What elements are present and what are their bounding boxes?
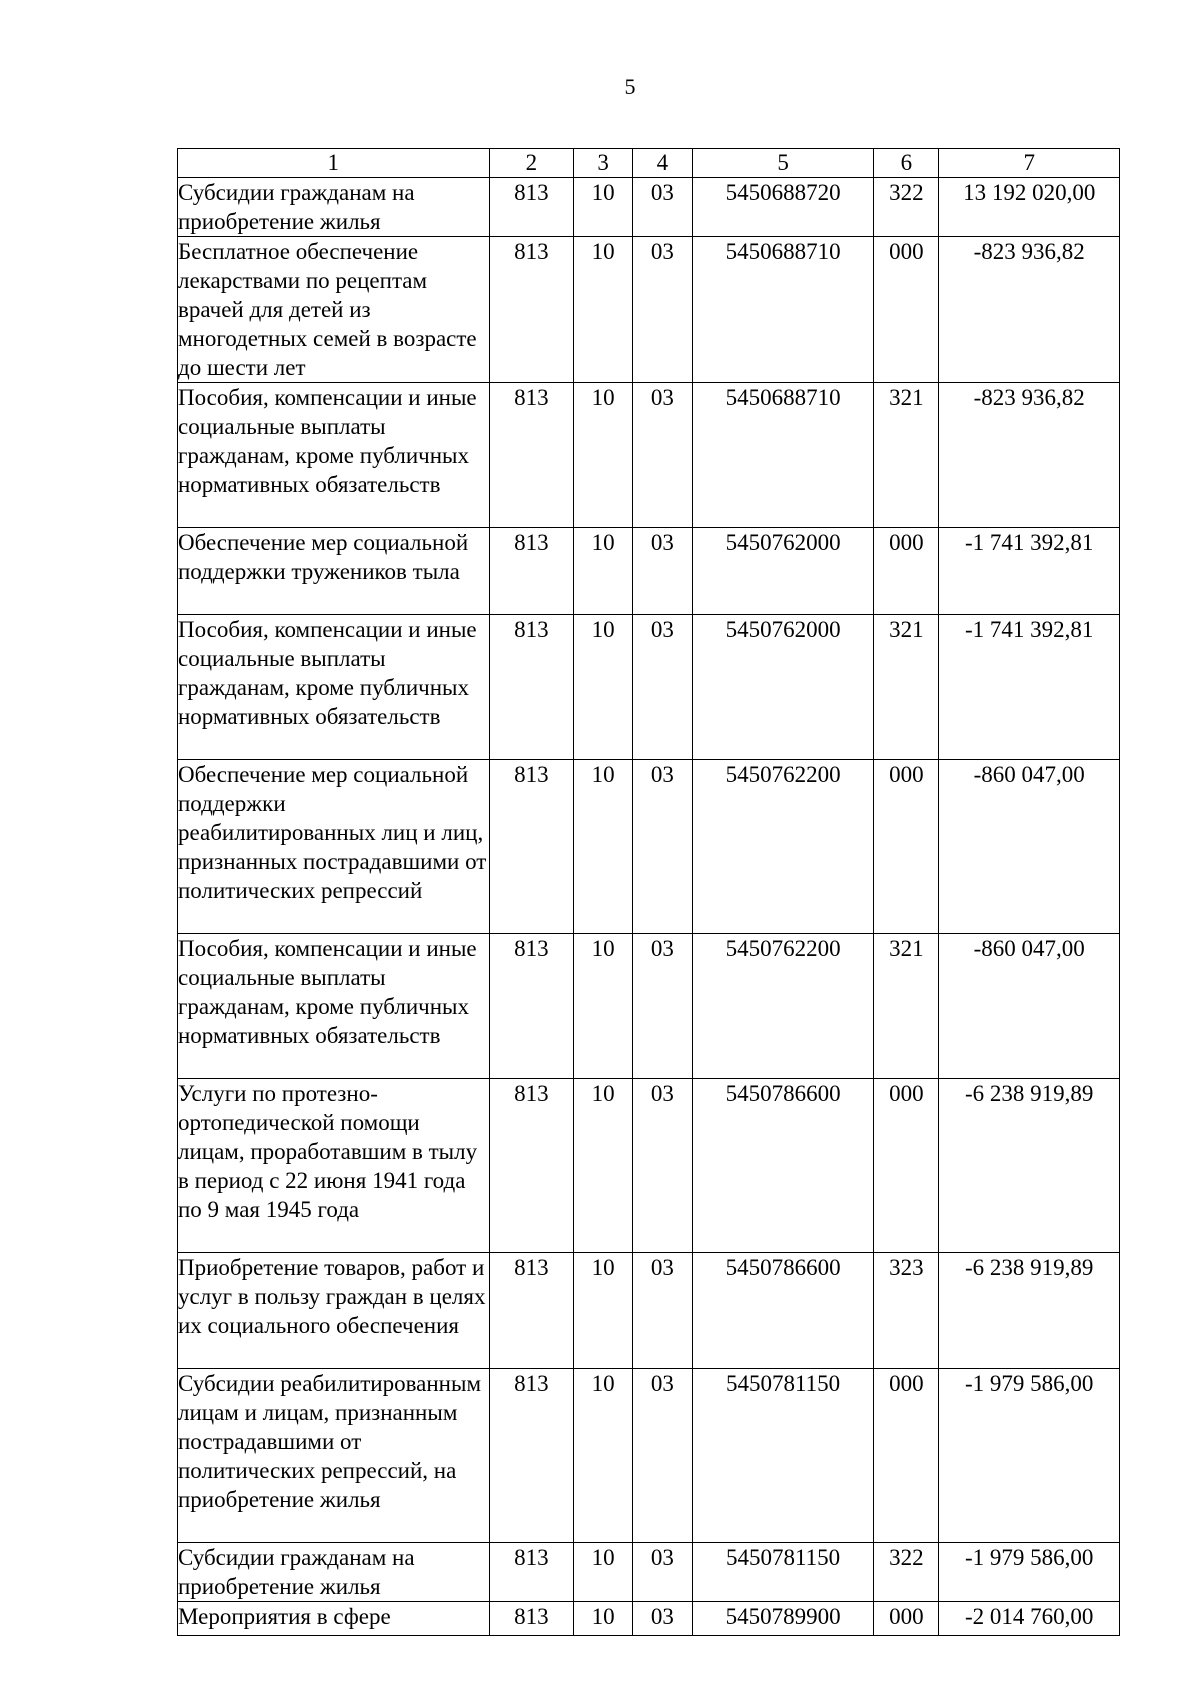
row-name: Обеспечение мер социальной поддержки реабилитированных лиц и лиц, признанных пострадавшими от политических репрессий <box>178 760 490 934</box>
row-amount: -2 014 760,00 <box>939 1602 1120 1636</box>
row-code-5: 5450762000 <box>692 528 874 615</box>
row-code-4: 03 <box>632 178 692 237</box>
row-code-4: 03 <box>632 1602 692 1636</box>
header-col-4: 4 <box>632 149 692 178</box>
row-name: Пособия, компенсации и иные социальные выплаты гражданам, кроме публичных нормативных обязательств <box>178 934 490 1079</box>
row-code-2: 813 <box>489 237 574 383</box>
row-code-6: 322 <box>874 1543 939 1602</box>
row-amount: -860 047,00 <box>939 934 1120 1079</box>
table-row <box>178 1369 1120 1543</box>
row-code-5: 5450688710 <box>692 383 874 528</box>
row-code-6: 000 <box>874 237 939 383</box>
table-row <box>178 760 1120 934</box>
row-code-4: 03 <box>632 237 692 383</box>
row-code-6: 000 <box>874 1079 939 1253</box>
row-name: Обеспечение мер социальной поддержки тружеников тыла <box>178 528 490 615</box>
row-code-3: 10 <box>574 615 633 760</box>
row-code-5: 5450781150 <box>692 1543 874 1602</box>
row-amount: -860 047,00 <box>939 760 1120 934</box>
row-code-4: 03 <box>632 934 692 1079</box>
row-name: Услуги по протезно-ортопедической помощи лицам, проработавшим в тылу в период с 22 июня 1941 года по 9 мая 1945 года <box>178 1079 490 1253</box>
row-amount: -6 238 919,89 <box>939 1079 1120 1253</box>
row-name: Пособия, компенсации и иные социальные выплаты гражданам, кроме публичных нормативных обязательств <box>178 615 490 760</box>
row-name: Мероприятия в сфере <box>178 1602 490 1636</box>
row-code-2: 813 <box>489 178 574 237</box>
row-code-3: 10 <box>574 383 633 528</box>
table-header <box>178 149 1120 178</box>
row-name: Субсидии гражданам на приобретение жилья <box>178 178 490 237</box>
row-code-4: 03 <box>632 760 692 934</box>
row-code-5: 5450786600 <box>692 1253 874 1369</box>
row-code-4: 03 <box>632 1543 692 1602</box>
row-code-6: 000 <box>874 1369 939 1543</box>
row-code-6: 000 <box>874 760 939 934</box>
table-row <box>178 178 1120 237</box>
row-code-2: 813 <box>489 1602 574 1636</box>
row-code-2: 813 <box>489 1369 574 1543</box>
table-row <box>178 1253 1120 1369</box>
row-code-3: 10 <box>574 178 633 237</box>
row-code-3: 10 <box>574 237 633 383</box>
header-col-7: 7 <box>939 149 1120 178</box>
header-row <box>178 149 1120 178</box>
table-row <box>178 237 1120 383</box>
row-name: Субсидии гражданам на приобретение жилья <box>178 1543 490 1602</box>
row-amount: 13 192 020,00 <box>939 178 1120 237</box>
header-col-3: 3 <box>574 149 633 178</box>
row-code-2: 813 <box>489 383 574 528</box>
row-code-5: 5450789900 <box>692 1602 874 1636</box>
row-code-5: 5450762200 <box>692 934 874 1079</box>
row-code-6: 321 <box>874 383 939 528</box>
row-code-5: 5450762200 <box>692 760 874 934</box>
row-code-3: 10 <box>574 1602 633 1636</box>
row-name: Субсидии реабилитированным лицам и лицам, признанным пострадавшими от политических репрессий, на приобретение жилья <box>178 1369 490 1543</box>
page-number: 5 <box>624 74 636 99</box>
row-code-5: 5450781150 <box>692 1369 874 1543</box>
table-body <box>178 178 1120 1636</box>
row-amount: -1 741 392,81 <box>939 528 1120 615</box>
row-code-6: 000 <box>874 1602 939 1636</box>
table-row <box>178 1079 1120 1253</box>
row-amount: -6 238 919,89 <box>939 1253 1120 1369</box>
row-code-3: 10 <box>574 1543 633 1602</box>
table-row <box>178 383 1120 528</box>
row-code-2: 813 <box>489 1253 574 1369</box>
row-code-3: 10 <box>574 1369 633 1543</box>
row-code-6: 322 <box>874 178 939 237</box>
row-code-5: 5450762000 <box>692 615 874 760</box>
row-code-4: 03 <box>632 1079 692 1253</box>
header-col-1: 1 <box>178 149 490 178</box>
row-code-2: 813 <box>489 528 574 615</box>
table-row <box>178 1543 1120 1602</box>
header-col-5: 5 <box>692 149 874 178</box>
row-amount: -823 936,82 <box>939 383 1120 528</box>
row-code-3: 10 <box>574 1079 633 1253</box>
row-code-4: 03 <box>632 615 692 760</box>
row-name: Пособия, компенсации и иные социальные выплаты гражданам, кроме публичных нормативных обязательств <box>178 383 490 528</box>
row-code-5: 5450688710 <box>692 237 874 383</box>
row-code-4: 03 <box>632 383 692 528</box>
row-code-3: 10 <box>574 528 633 615</box>
table-row <box>178 934 1120 1079</box>
row-name: Бесплатное обеспечение лекарствами по рецептам врачей для детей из многодетных семей в возрасте до шести лет <box>178 237 490 383</box>
row-code-2: 813 <box>489 934 574 1079</box>
row-code-4: 03 <box>632 528 692 615</box>
row-code-6: 321 <box>874 615 939 760</box>
table-row <box>178 615 1120 760</box>
row-amount: -1 979 586,00 <box>939 1369 1120 1543</box>
header-col-6: 6 <box>874 149 939 178</box>
row-code-3: 10 <box>574 760 633 934</box>
row-code-3: 10 <box>574 1253 633 1369</box>
table-row <box>178 1602 1120 1636</box>
table-row <box>178 528 1120 615</box>
row-amount: -1 741 392,81 <box>939 615 1120 760</box>
row-code-3: 10 <box>574 934 633 1079</box>
row-code-4: 03 <box>632 1253 692 1369</box>
row-code-5: 5450786600 <box>692 1079 874 1253</box>
row-amount: -823 936,82 <box>939 237 1120 383</box>
row-code-5: 5450688720 <box>692 178 874 237</box>
budget-table <box>177 148 1120 1636</box>
row-code-2: 813 <box>489 760 574 934</box>
row-code-6: 321 <box>874 934 939 1079</box>
row-name: Приобретение товаров, работ и услуг в пользу граждан в целях их социального обеспечения <box>178 1253 490 1369</box>
row-code-2: 813 <box>489 1079 574 1253</box>
header-col-2: 2 <box>489 149 574 178</box>
row-amount: -1 979 586,00 <box>939 1543 1120 1602</box>
row-code-4: 03 <box>632 1369 692 1543</box>
row-code-2: 813 <box>489 615 574 760</box>
row-code-6: 000 <box>874 528 939 615</box>
row-code-2: 813 <box>489 1543 574 1602</box>
row-code-6: 323 <box>874 1253 939 1369</box>
